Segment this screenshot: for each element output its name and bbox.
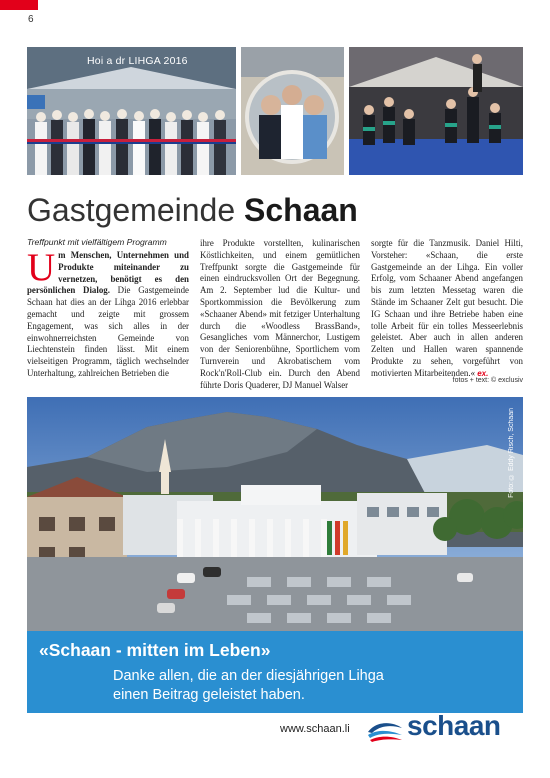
footer-url[interactable]: www.schaan.li: [280, 723, 350, 735]
article-subhead: Treffpunkt mit vielfältigem Programm: [27, 237, 167, 247]
end-mark: ex.: [477, 368, 489, 378]
banner-text: Danke allen, die an der diesjährigen Lihga einen Beitrag geleistet haben.: [113, 668, 384, 703]
photo-tent-banner-text: Hoi a dr LIHGA 2016: [87, 55, 188, 67]
article-column-1: [27, 246, 189, 380]
article-body-3: sorgte für die Tanzmusik. Daniel Hilti, Vorsteher: «Schaan, die erste Gastgemeinde an der Lihga. Ein voller Erfolg, vom Schaaner Abend angefangen bis zum letzten Messetag waren die Stände im Schaaner Zelt gut besucht. Die IG Schaan und ihre Betriebe haben eine tolle Arbeit für ein tolles Messeerlebnis geleistet. Aber auch in allen anderen Zelten und Hallen waren spannende Produkte zu sehen, vorgeführt von motivierten Mitarbeitenden.«: [371, 238, 523, 378]
schaan-logo: [366, 710, 526, 749]
article-column-2: ihre Produkte vorstellten, kulinarischen Köstlichkeiten, und einem gemütlichen Treffpunkt sorgte die Gastgemeinde für einen eindrucksvollen Ort der Begegnung. Am 2. September lud die Kultur- und Sportkommission die Bevölkerung zum «Schaaner Abend» mit fetziger Unterhaltung durch die «Woodless BrassBand», Gesangliches vom Männerchor, Lustigem von der Seniorenbühne, Sportlichem vom Turnverein und Akrobatischem vom Rock'n'Roll-Club ein. Durch den Abend führte Doris Quaderer, DJ Manuel Walser: [200, 238, 360, 390]
article-credits: fotos + text: © exclusiv: [452, 377, 523, 384]
photo-three-men: [241, 47, 344, 175]
article-body-1: Die Gastgemeinde Schaan hat dies an der Lihga 2016 erlebbar gemacht und zeigte mit grossem Engagement, was sich alles in der einwohnerreichsten Gemeinde von Liechtenstein finden lässt. Mit einem vielseitigen Programm, täglich wechselnder Unterhaltung, zahlreichen Betrieben die: [27, 285, 189, 378]
article-column-3: [371, 238, 523, 380]
corner-color-mark: [0, 0, 38, 10]
banner-title: «Schaan - mitten im Leben»: [39, 640, 271, 660]
schaan-logo-mark-icon: [366, 719, 404, 743]
headline-light: Gastgemeinde: [27, 192, 236, 228]
article-lead: m Menschen, Unternehmen und Produkte miteinander zu vernetzen, benötigt es den persönlichen Dialog.: [27, 250, 189, 296]
photo-credit: Foto: © Eddy Risch, Schaan: [508, 408, 515, 498]
headline-bold: Schaan: [244, 192, 358, 228]
slogan-banner: [27, 631, 523, 713]
photo-acrobatics: [349, 47, 523, 175]
page-number: 6: [28, 14, 34, 25]
article-headline: [27, 190, 358, 230]
photo-schaan-panorama: [27, 397, 523, 631]
dropcap: U: [27, 246, 56, 289]
schaan-logo-word: schaan: [407, 710, 501, 741]
photo-ribbon-cutting: [27, 47, 236, 175]
